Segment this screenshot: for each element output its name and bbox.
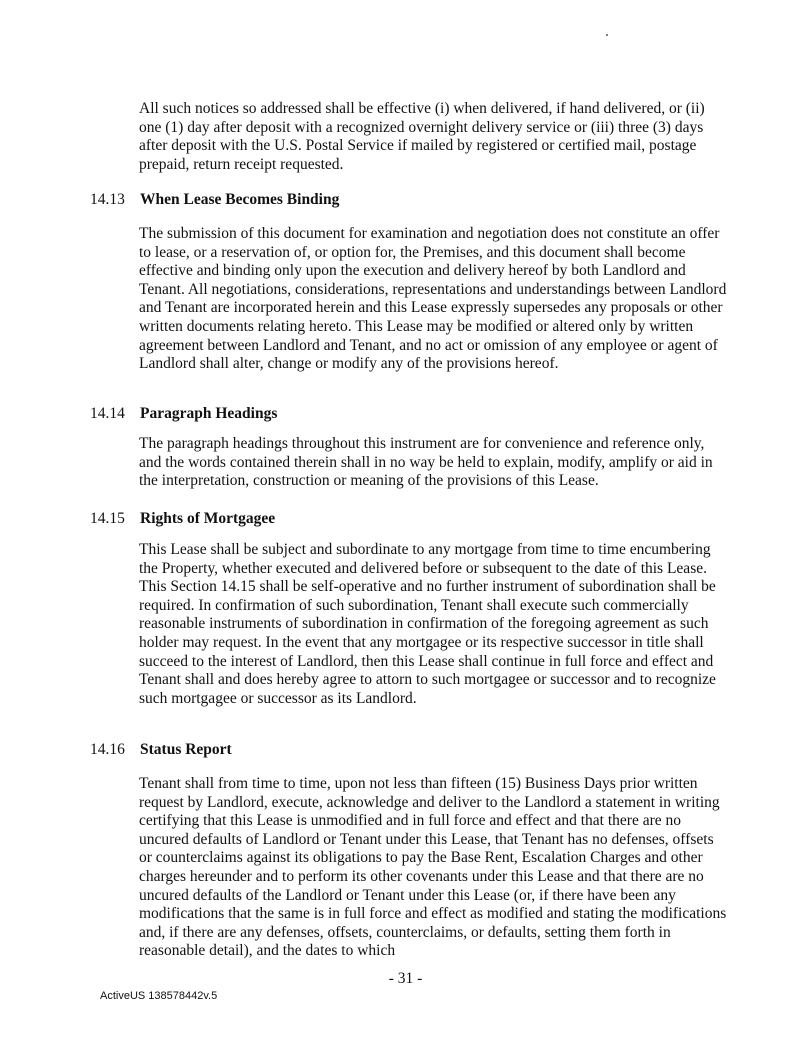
section-body-14-15: This Lease shall be subject and subordinate to any mortgage from time to time encumbering the Property, whether executed and delivered before or subsequent to the date of this Lease. This Section 14.15 shall be self-operative and no further instrument of subordination shall be required. In confirmation of such subordination, Tenant shall execute such commercially reasonable instruments of subordination in confirmation of the foregoing agreement as such holder may request. In the event that any mortgagee or its respective successor in title shall succeed to the interest of Landlord, then this Lease shall continue in full force and effect and Tenant shall and does hereby agree to attorn to such mortgagee or successor and to recognize such mortgagee or successor as its Landlord. (139, 541, 716, 707)
section-number: 14.15 (90, 510, 125, 527)
section-heading-14-13 (90, 191, 339, 210)
section-number: 14.16 (90, 741, 125, 758)
section-title: When Lease Becomes Binding (140, 191, 340, 208)
section-title: Rights of Mortgagee (140, 510, 276, 527)
section-title: Paragraph Headings (140, 405, 278, 422)
section-body-14-13: The submission of this document for examination and negotiation does not constitute an offer to lease, or a reservation of, or option for, the Premises, and this document shall become effective and binding only upon the execution and delivery hereof by both Landlord and Tenant. All negotiations, considerations, representations and understandings between Landlord and Tenant are incorporated herein and this Lease expressly supersedes any proposals or other written documents relating hereto. This Lease may be modified or altered only by written agreement between Landlord and Tenant, and no act or omission of any employee or agent of Landlord shall alter, change or modify any of the provisions hereof. (139, 225, 727, 373)
intro-paragraph: All such notices so addressed shall be effective (i) when delivered, if hand delivered, or (ii) one (1) day after deposit with a recognized overnight delivery service or (iii) three (3) days after deposit with the U.S. Postal Service if mailed by registered or certified mail, postage prepaid, return receipt requested. (139, 100, 705, 173)
document-footer-id: ActiveUS 138578442v.5 (100, 990, 218, 1002)
section-body-14-14: The paragraph headings throughout this instrument are for convenience and reference only, and the words contained therein shall in no way be held to explain, modify, amplify or aid in the interpretation, construction or meaning of the provisions of this Lease. (139, 435, 713, 490)
section-title: Status Report (140, 741, 232, 758)
section-number: 14.14 (90, 405, 125, 422)
section-heading-14-14 (90, 405, 277, 424)
page-number: - 31 - (388, 970, 423, 987)
section-heading-14-16 (90, 741, 232, 760)
scan-speck (606, 34, 608, 36)
section-number: 14.13 (90, 191, 125, 208)
section-body-14-16: Tenant shall from time to time, upon not less than fifteen (15) Business Days prior written request by Landlord, execute, acknowledge and deliver to the Landlord a statement in writing certifying that this Lease is unmodified and in full force and effect and that there are no uncured defaults of Landlord or Tenant under this Lease, that Tenant has no defenses, offsets or counterclaims against its obligations to pay the Base Rent, Escalation Charges and other charges hereunder and to perform its other covenants under this Lease and that there are no uncured defaults of the Landlord or Tenant under this Lease (or, if there have been any modifications that the same is in full force and effect as modified and stating the modifications and, if there are any defenses, offsets, counterclaims, or defaults, setting them forth in reasonable detail), and the dates to which (139, 775, 727, 960)
section-heading-14-15 (90, 510, 275, 529)
